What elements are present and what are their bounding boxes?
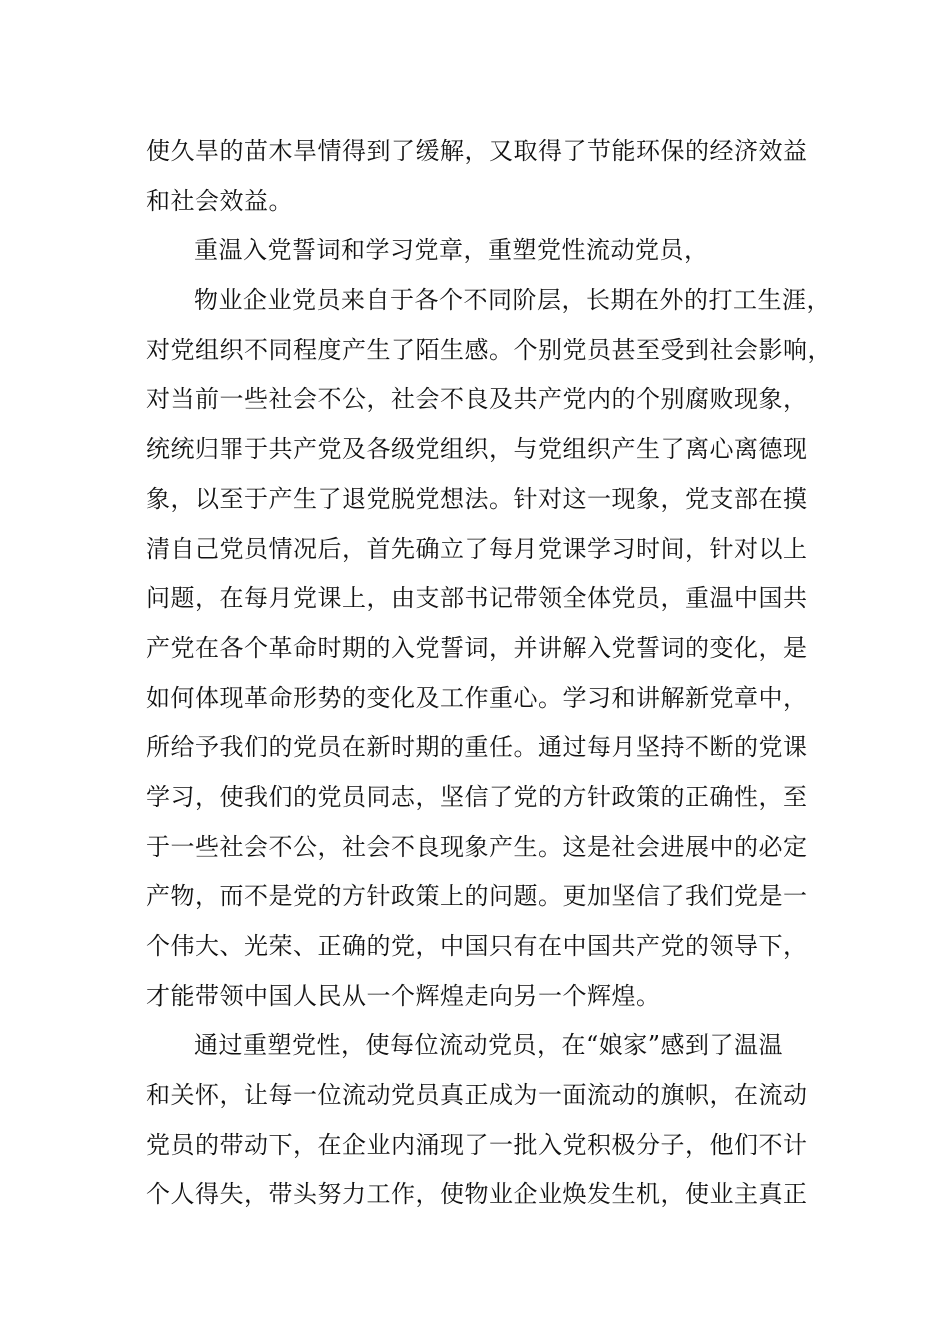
text-line: 和社会效益。 — [146, 186, 293, 215]
text-line: 产物，而不是党的方针政策上的问题。更加坚信了我们党是一 — [146, 882, 808, 911]
text-line: 如何体现革命形势的变化及工作重心。学习和讲解新党章中， — [146, 683, 808, 712]
text-line: 对当前一些社会不公，社会不良及共产党内的个别腐败现象， — [146, 385, 808, 414]
text-line: 党员的带动下，在企业内涌现了一批入党积极分子，他们不计 — [146, 1130, 808, 1159]
text-line: 象，以至于产生了退党脱党想法。针对这一现象，党支部在摸 — [146, 484, 808, 513]
text-line: 学习，使我们的党员同志，坚信了党的方针政策的正确性，至 — [146, 782, 808, 811]
text-line: 个人得失，带头努力工作，使物业企业焕发生机，使业主真正 — [146, 1180, 808, 1209]
text-line: 使久旱的苗木旱情得到了缓解，又取得了节能环保的经济效益 — [146, 137, 808, 165]
text-line: 和关怀，让每一位流动党员真正成为一面流动的旗帜，在流动 — [146, 1081, 808, 1110]
document-body — [146, 127, 836, 1220]
paragraph-first-line: 物业企业党员来自于各个不同阶层，长期在外的打工生涯， — [194, 286, 831, 315]
paragraph-first-line: 重温入党誓词和学习党章，重塑党性流动党员， — [194, 236, 709, 265]
text-line: 所给予我们的党员在新时期的重任。通过每月坚持不断的党课 — [146, 733, 808, 762]
text-line: 于一些社会不公，社会不良现象产生。这是社会进展中的必定 — [146, 832, 808, 861]
text-line: 问题，在每月党课上，由支部书记带领全体党员，重温中国共 — [146, 584, 808, 613]
paragraph-first-line: 通过重塑党性，使每位流动党员，在“娘家”感到了温温 — [194, 1031, 784, 1060]
text-line: 产党在各个革命时期的入党誓词，并讲解入党誓词的变化，是 — [146, 633, 808, 662]
text-line: 才能带领中国人民从一个辉煌走向另一个辉煌。 — [146, 981, 661, 1010]
text-line: 个伟大、光荣、正确的党，中国只有在中国共产党的领导下， — [146, 932, 808, 960]
text-line: 对党组织不同程度产生了陌生感。个别党员甚至受到社会影响， — [146, 335, 832, 364]
text-line: 清自己党员情况后，首先确立了每月党课学习时间，针对以上 — [146, 534, 808, 563]
text-line: 统统归罪于共产党及各级党组织，与党组织产生了离心离德现 — [146, 435, 808, 464]
